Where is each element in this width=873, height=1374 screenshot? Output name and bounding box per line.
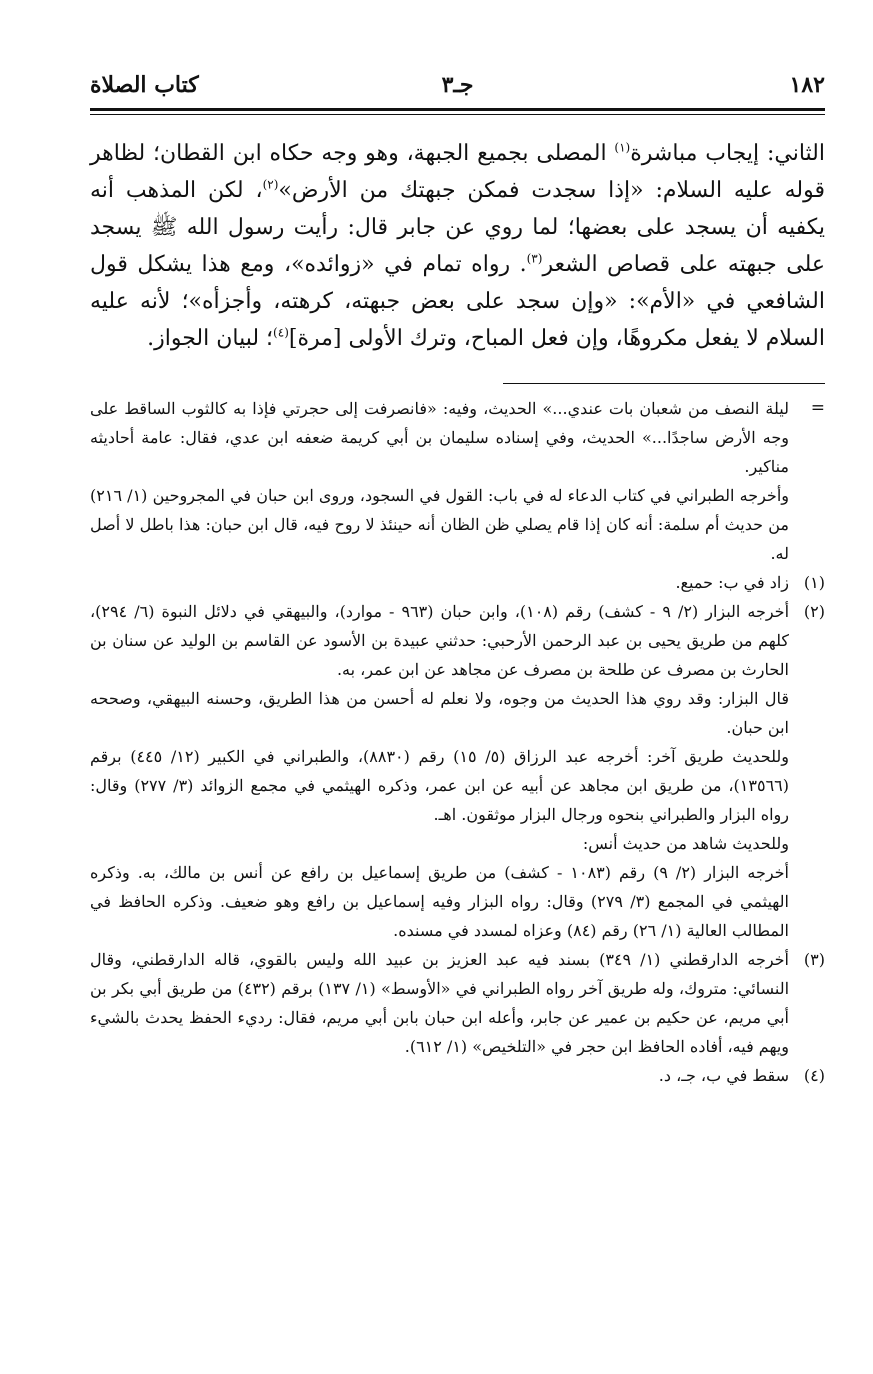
footnote-number: (٤) <box>803 1066 825 1085</box>
book-title: كتاب الصلاة <box>90 72 199 98</box>
continuation-mark: = <box>810 398 825 418</box>
footnotes <box>90 394 825 1090</box>
footnote-ref[interactable]: (١) <box>614 140 631 155</box>
footnote-separator <box>503 383 825 384</box>
running-header <box>90 68 825 111</box>
page-number: ١٨٢ <box>789 72 825 98</box>
page <box>90 68 825 1090</box>
footnote-ref[interactable]: (٣) <box>526 251 543 266</box>
main-paragraph: الثاني: إيجاب مباشرة$^{(١)}$ المصلى بجميع الجبهة، وهو وجه حكاه ابن القطان؛ لظاهر قوله عليه السلام: «إذا سجدت فمكن جبهتك من الأرض»$^{(٢)}$، لكن المذهب أنه يكفيه أن يسجد على بعضها؛ لما روي عن جابر قال: رأيت رسول الله ﷺ يسجد على جبهته على قصاص الشعر$^{(٣)}$. رواه تمام في «زوائده»، ومع هذا يشكل قول الشافعي في «الأم»: «وإن سجد على بعض جبهته، كرهته، وأجزأه»؛ لأنه عليه السلام لا يفعل مكروهًا، وإن فعل المباح، وترك الأولى [مرة]$^{(٤)}$؛ لبيان الجواز. <box>90 140 825 351</box>
footnote-2: (٢) أخرجه البزار (٢/ ٩ - كشف) رقم (١٠٨)، وابن حبان (٩٦٣ - موارد)، والبيهقي في دلائل النبوة (٦/ ٢٩٤)، كلهم من طريق يحيى بن عبد الرحمن الأرحبي: حدثني عبيدة بن الأسود عن القاسم بن الوليد عن سنان بن الحارث بن مصرف عن طلحة بن مصرف عن مجاهد عن ابن عمر، به. قال البزار: وقد روي هذا الحديث من وجوه، ولا نعلم له أحسن من هذا الطريق، وحسنه البيهقي، وصححه ابن حبان. وللحديث طريق آخر: أخرجه عبد الرزاق (٥/ ١٥) رقم (٨٨٣٠)، والطبراني في الكبير (١٢/ ٤٤٥) برقم (١٣٥٦٦)، من طريق ابن مجاهد عن أبيه عن ابن عمر، وذكره الهيثمي في مجمع الزوائد (٣/ ٢٧٧) وقال: رواه البزار والطبراني بنحوه ورجال البزار موثقون. اهـ. وللحديث شاهد من حديث أنس: أخرجه البزار (٢/ ٩) رقم (١٠٨٣ - كشف) من طريق إسماعيل بن رافع عن أنس بن مالك، به. وذكره الهيثمي في المجمع (٣/ ٢٧٩) وقال: رواه البزار وفيه إسماعيل بن رافع وهو ضعيف. وذكره الحافظ في المطالب العالية (١/ ٢٦) رقم (٨٤) وعزاه لمسدد في مسنده. <box>90 597 825 945</box>
volume-label: جـ٣ <box>441 72 474 98</box>
main-text <box>90 135 825 357</box>
footnote-ref[interactable]: (٢) <box>262 177 279 192</box>
footnote-number: (٣) <box>803 950 825 969</box>
footnote-1: (١) زاد في ب: حميع. <box>90 568 825 597</box>
footnote-4: (٤) سقط في ب، جـ، د. <box>90 1061 825 1090</box>
footnote-number: (٢) <box>803 602 825 621</box>
footnote-3: (٣) أخرجه الدارقطني (١/ ٣٤٩) بسند فيه عبد العزيز بن عبيد الله وليس بالقوي، قاله الدارقطني، وقال النسائي: متروك، وله طريق آخر رواه الطبراني في «الأوسط» (١/ ١٣٧) برقم (٤٣٢) من طريق أبي بكر بن أبي مريم، عن حكيم بن عمير عن جابر، وأعله ابن حبان بابن أبي مريم، فقال: رديء الحفظ يحدث بالشيء ويهم فيه، أفاده الحافظ ابن حجر في «التلخيص» (١/ ٦١٢). <box>90 945 825 1061</box>
footnote-continuation: = ليلة النصف من شعبان بات عندي...» الحديث، وفيه: «فانصرفت إلى حجرتي فإذا به كالثوب الساقط على وجه الأرض ساجدًا...» الحديث، وفي إسناده سليمان بن أبي كريمة ضعفه ابن عدي، فقال: عامة أحاديثه مناكير. وأخرجه الطبراني في كتاب الدعاء له في باب: القول في السجود، وروى ابن حبان في المجروحين (١/ ٢١٦) من حديث أم سلمة: أنه كان إذا قام يصلي ظن الظان أنه حينئذ لا روح فيه، قال ابن حبان: هذا باطل لا أصل له. <box>90 394 825 568</box>
footnote-number: (١) <box>803 573 825 592</box>
footnote-ref[interactable]: (٤) <box>273 325 289 340</box>
